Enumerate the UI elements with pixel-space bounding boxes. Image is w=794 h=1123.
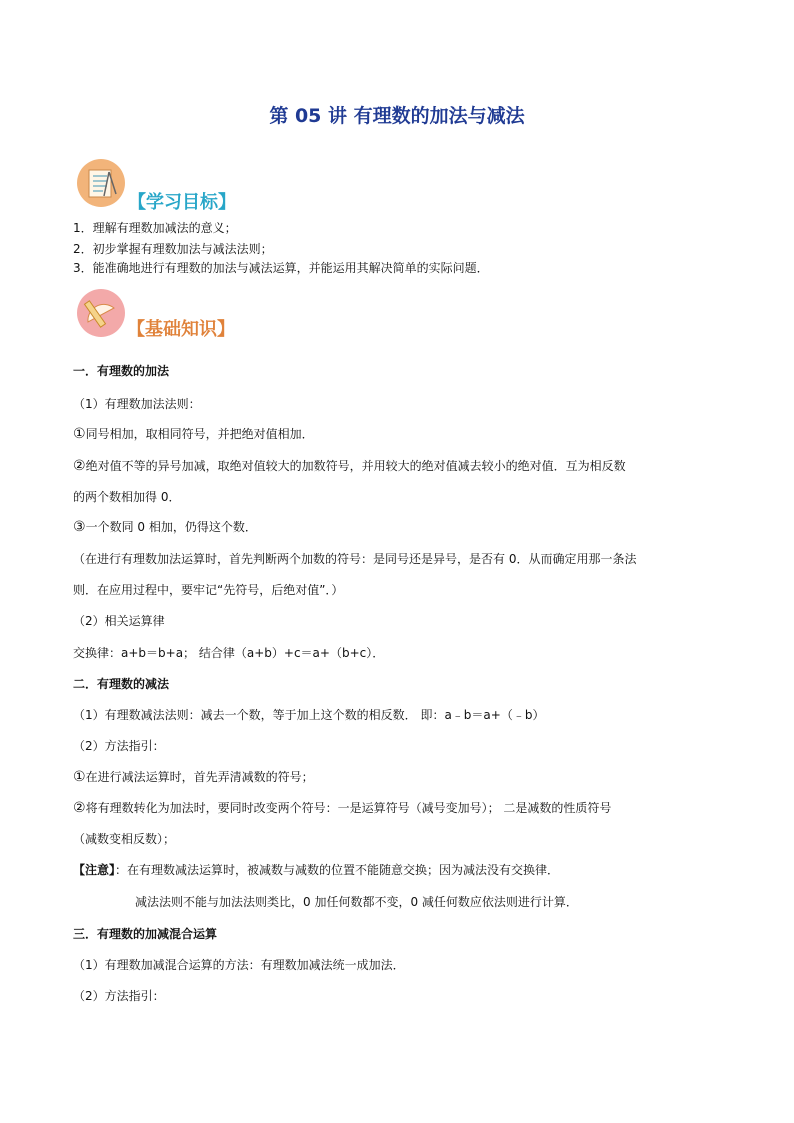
note-tag: 【注意】 xyxy=(73,863,116,877)
goal-item: 3．能准确地进行有理数的加法与减法运算，并能运用其解决简单的实际问题． xyxy=(73,261,489,275)
goal-item: 1．理解有理数加减法的意义； xyxy=(73,221,237,235)
section-heading: 一．有理数的加法 xyxy=(73,364,170,378)
note-text-cont: 减法法则不能与加法法则类比，0 加任何数都不变，0 减任何数应依法则进行计算． xyxy=(135,895,578,909)
rule-subheading: （1）有理数减法法则：减去一个数，等于加上这个数的相反数． 即：a﹣b＝a+（﹣b） xyxy=(73,708,545,722)
method-item: ①在进行减法运算时，首先弄清减数的符号； xyxy=(73,769,314,785)
method-subheading: （2）方法指引： xyxy=(73,739,165,753)
notebook-icon xyxy=(76,158,126,208)
method-subheading: （2）方法指引： xyxy=(73,989,165,1003)
rule-item-cont: 的两个数相加得 0． xyxy=(73,490,181,504)
rule-item: ②绝对值不等的异号加减，取绝对值较大的加数符号，并用较大的绝对值减去较小的绝对值．互为相反数 xyxy=(73,458,626,474)
tip-text-cont: 则．在应用过程中，要牢记“先符号，后绝对值”．） xyxy=(73,583,344,597)
laws-text: 交换律：a+b＝b+a； 结合律（a+b）+c＝a+（b+c）． xyxy=(73,646,385,660)
section-heading: 三．有理数的加减混合运算 xyxy=(73,927,218,941)
ruler-protractor-icon xyxy=(76,288,126,338)
knowledge-heading: 【基础知识】 xyxy=(127,319,235,340)
laws-subheading: （2）相关运算律 xyxy=(73,614,165,628)
page-title: 第 05 讲 有理数的加法与减法 xyxy=(269,105,525,127)
note-text: 【注意】：在有理数减法运算时，被减数与减数的位置不能随意交换；因为减法没有交换律． xyxy=(73,863,560,877)
goal-item: 2．初步掌握有理数加法与减法法则； xyxy=(73,242,273,256)
goals-heading: 【学习目标】 xyxy=(128,192,236,213)
rule-item: ①同号相加，取相同符号，并把绝对值相加． xyxy=(73,426,314,442)
tip-text: （在进行有理数加法运算时，首先判断两个加数的符号：是同号还是异号，是否有 0．从而确定用那一条法 xyxy=(73,552,637,566)
method-item-cont: （减数变相反数）； xyxy=(73,832,176,846)
rule-subheading: （1）有理数加法法则： xyxy=(73,397,201,411)
rule-item: ③一个数同 0 相加，仍得这个数． xyxy=(73,519,257,535)
rule-subheading: （1）有理数加减混合运算的方法：有理数加减法统一成加法． xyxy=(73,958,405,972)
method-item: ②将有理数转化为加法时，要同时改变两个符号：一是运算符号（减号变加号）； 二是减数的性质符号 xyxy=(73,800,612,816)
section-heading: 二．有理数的减法 xyxy=(73,677,170,691)
